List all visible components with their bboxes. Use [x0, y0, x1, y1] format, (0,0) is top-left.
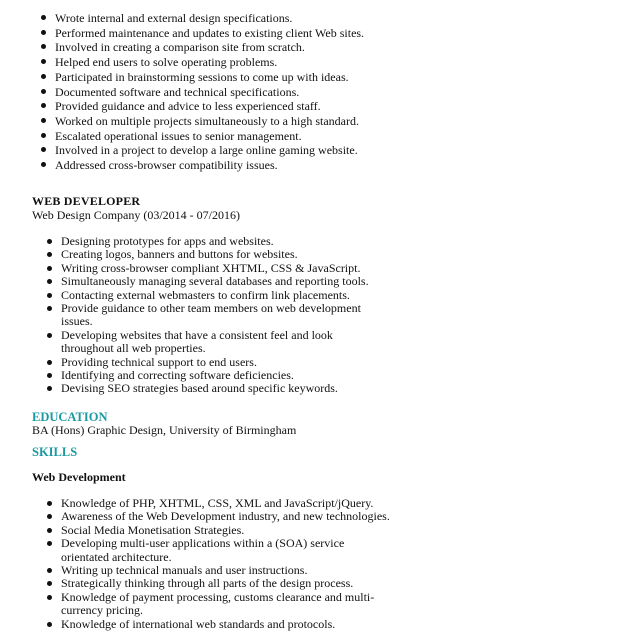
list-item-text: Designing prototypes for apps and websites. — [61, 234, 274, 248]
bullet-icon — [47, 373, 52, 378]
skills-heading: SKILLS — [32, 445, 78, 459]
list-item-text: Knowledge of international web standards and protocols. — [61, 616, 336, 631]
list-item — [61, 248, 369, 261]
list-item — [61, 537, 390, 564]
list-item — [61, 382, 369, 395]
list-item-text: Creating logos, banners and buttons for websites. — [61, 247, 298, 262]
education-text: BA (Hons) Graphic Design, University of Birmingham — [32, 423, 297, 437]
list-item-text: Involved in creating a comparison site from scratch. — [55, 40, 305, 55]
list-item — [61, 275, 369, 288]
list-item-text: Worked on multiple projects simultaneously to a high standard. — [55, 113, 359, 128]
list-item-text: Performed maintenance and updates to existing client Web sites. — [55, 25, 365, 40]
bullet-icon — [41, 44, 46, 49]
list-item — [55, 85, 364, 100]
bullet-icon — [41, 30, 46, 35]
web-developer-bullets — [61, 235, 369, 396]
list-item-text: Developing websites that have a consistent feel and look — [61, 327, 333, 342]
job-company: Web Design Company (03/2014 - 07/2016) — [32, 208, 241, 222]
list-item-text: orientated architecture. — [61, 549, 172, 564]
list-item-text: Providing technical support to end users. — [61, 354, 257, 369]
list-item-text: issues. — [61, 314, 93, 329]
list-item-text: Identifying and correcting software deficiencies. — [61, 368, 294, 383]
bullet-icon — [47, 279, 52, 284]
list-item-text: Helped end users to solve operating problems. — [55, 55, 278, 70]
bullet-icon — [47, 622, 52, 627]
list-item — [61, 289, 369, 302]
bullet-icon — [47, 595, 52, 600]
list-item — [55, 70, 364, 85]
list-item — [61, 591, 390, 618]
bullet-icon — [47, 266, 52, 271]
list-item — [61, 302, 369, 329]
experience-bullets — [55, 11, 364, 173]
list-item — [55, 114, 364, 129]
list-item — [55, 99, 364, 114]
list-item — [61, 577, 390, 590]
list-item — [55, 158, 364, 173]
list-item-text: Developing multi-user applications within a (SOA) service — [61, 536, 345, 551]
skills-bullets — [61, 497, 390, 631]
bullet-icon — [47, 528, 52, 533]
bullet-icon — [41, 103, 46, 108]
bullet-icon — [41, 162, 46, 167]
list-item-text: Provided guidance and advice to less experienced staff. — [55, 99, 321, 114]
list-item-text: Documented software and technical specifications. — [55, 84, 300, 99]
bullet-icon — [47, 306, 52, 311]
bullet-icon — [41, 133, 46, 138]
list-item-text: Contacting external webmasters to confirm link placements. — [61, 287, 350, 302]
list-item-text: Writing cross-browser compliant XHTML, CSS & JavaScript. — [61, 260, 361, 275]
list-item-text: Knowledge of payment processing, customs clearance and multi- — [61, 589, 375, 604]
list-item-text: Social Media Monetisation Strategies. — [61, 522, 245, 537]
bullet-icon — [47, 568, 52, 573]
bullet-icon — [47, 333, 52, 338]
list-item — [61, 510, 390, 523]
skills-subheading: Web Development — [32, 470, 126, 484]
bullet-icon — [47, 581, 52, 586]
list-item — [61, 235, 369, 248]
list-item — [61, 369, 369, 382]
list-item — [61, 524, 390, 537]
job-title: WEB DEVELOPER — [32, 194, 141, 208]
list-item-text: Knowledge of PHP, XHTML, CSS, XML and JavaScript/jQuery. — [61, 496, 374, 510]
bullet-icon — [47, 541, 52, 546]
bullet-icon — [47, 501, 52, 506]
list-item-text: Strategically thinking through all parts of the design process. — [61, 576, 354, 591]
education-heading: EDUCATION — [32, 410, 108, 424]
bullet-icon — [47, 239, 52, 244]
bullet-icon — [41, 74, 46, 79]
list-item-text: Participated in brainstorming sessions to come up with ideas. — [55, 69, 349, 84]
list-item — [55, 143, 364, 158]
list-item — [61, 618, 390, 631]
list-item — [61, 497, 390, 510]
list-item — [61, 564, 390, 577]
bullet-icon — [47, 360, 52, 365]
list-item — [55, 40, 364, 55]
list-item-text: Involved in a project to develop a large online gaming website. — [55, 143, 358, 158]
bullet-icon — [47, 252, 52, 257]
list-item-text: Wrote internal and external design specifications. — [55, 11, 293, 25]
list-item-text: currency pricing. — [61, 603, 143, 618]
list-item-text: Provide guidance to other team members on web development — [61, 301, 361, 316]
list-item — [61, 356, 369, 369]
bullet-icon — [41, 118, 46, 123]
list-item-text: Awareness of the Web Development industry, and new technologies. — [61, 509, 390, 524]
list-item-text: Devising SEO strategies based around specific keywords. — [61, 381, 338, 396]
bullet-icon — [41, 15, 46, 20]
bullet-icon — [47, 386, 52, 391]
list-item-text: Escalated operational issues to senior management. — [55, 128, 302, 143]
list-item — [55, 11, 364, 26]
list-item — [55, 55, 364, 70]
list-item — [55, 26, 364, 41]
bullet-icon — [41, 147, 46, 152]
list-item-text: throughout all web properties. — [61, 341, 206, 356]
bullet-icon — [41, 89, 46, 94]
bullet-icon — [47, 293, 52, 298]
list-item-text: Addressed cross-browser compatibility issues. — [55, 158, 278, 173]
list-item — [55, 129, 364, 144]
list-item — [61, 262, 369, 275]
bullet-icon — [41, 59, 46, 64]
list-item-text: Writing up technical manuals and user instructions. — [61, 563, 308, 578]
list-item-text: Simultaneously managing several databases and reporting tools. — [61, 274, 369, 289]
list-item — [61, 329, 369, 356]
bullet-icon — [47, 514, 52, 519]
